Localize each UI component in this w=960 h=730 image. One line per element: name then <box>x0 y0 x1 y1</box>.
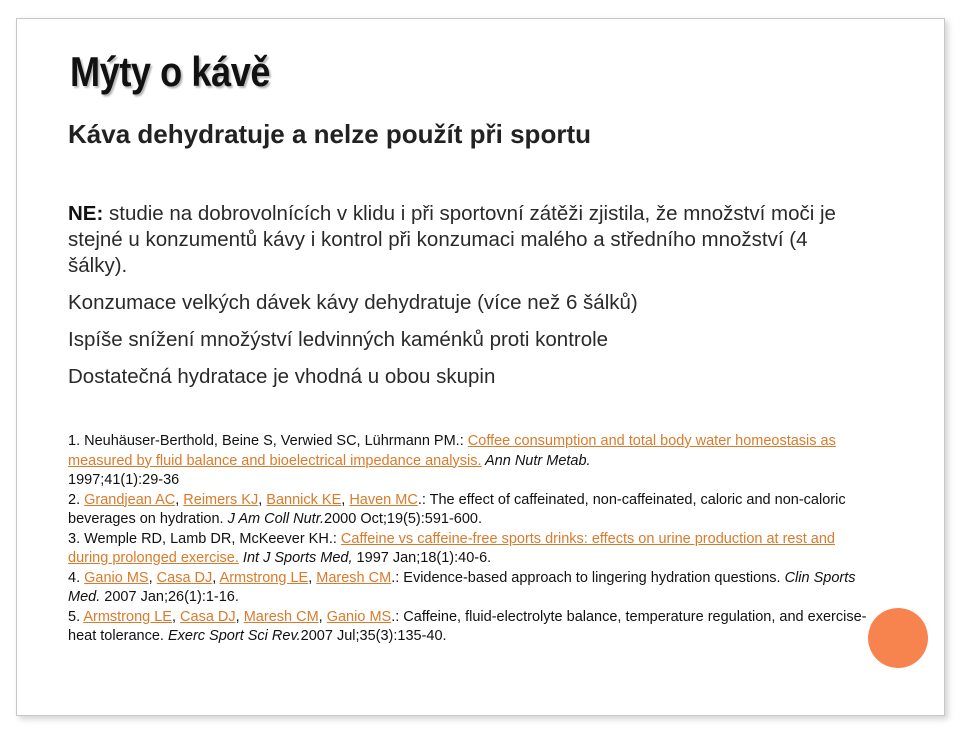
para1-text: studie na dobrovolnících v klidu i při sportovní zátěži zjistila, že množství moči je stejné u konzumentů kávy i kontrol při konzumaci malého a středního množství (4 šálky). <box>68 202 836 277</box>
ref1-journal: Ann Nutr Metab. <box>481 452 591 469</box>
ref5-author-1-link[interactable]: Armstrong LE <box>83 608 172 625</box>
reference-4 <box>68 569 868 608</box>
ref5-sep-3: , <box>318 608 327 625</box>
ref4-sep-1: , <box>148 569 157 586</box>
reference-3 <box>68 530 868 569</box>
ref3-authors: Wemple RD, Lamb DR, McKeever KH. <box>84 530 333 547</box>
paragraph-3: Ispíše snížení množýství ledvinných kaménků proti kontrole <box>68 328 609 351</box>
ref5-author-3-link[interactable]: Maresh CM <box>243 608 319 625</box>
slide-body <box>68 201 868 390</box>
ref1-num: 1. <box>68 433 85 449</box>
reference-list <box>68 432 868 647</box>
ref4-sep-2: , <box>212 569 220 586</box>
reference-1 <box>68 432 868 491</box>
reference-5 <box>68 608 868 647</box>
ref1-title-link[interactable]: Coffee consumption and total body water homeostasis as measured by fluid balance and bioelectrical impedance analysis. <box>68 433 836 469</box>
ref4-rest: 2007 Jan;26(1):1-16. <box>100 589 239 605</box>
ref4-author-4-link[interactable]: Maresh CM <box>316 569 392 586</box>
ref1-authors: Neuhäuser-Berthold, Beine S, Verwied SC, Lührmann PM. <box>84 433 460 449</box>
ref5-author-4-link[interactable]: Ganio MS <box>326 608 392 625</box>
para1-lead: NE: <box>68 202 104 225</box>
ref5-num: 5. <box>68 608 84 625</box>
ref2-author-2-link[interactable]: Reimers KJ <box>183 491 259 508</box>
decorative-circle <box>868 608 928 668</box>
ref5-rest: 2007 Jul;35(3):135-40. <box>300 628 447 644</box>
ref5-journal: Exerc Sport Sci Rev. <box>167 628 301 644</box>
ref1-sep: : <box>459 433 468 449</box>
ref5-after: .: Caffeine, fluid-electrolyte balance, temperature regulation, and exercise-heat tolerance. <box>68 608 867 644</box>
ref5-author-2-link[interactable]: Casa DJ <box>180 608 236 625</box>
slide-subtitle: Káva dehydratuje a nelze použít při sportu <box>68 119 591 149</box>
ref5-sep-2: , <box>235 608 244 625</box>
ref2-rest: 2000 Oct;19(5):591-600. <box>324 511 483 527</box>
ref5-sep-1: , <box>171 608 181 625</box>
ref3-rest: 1997 Jan;18(1):40-6. <box>352 550 492 566</box>
reference-2 <box>68 491 868 530</box>
ref3-journal: Int J Sports Med, <box>238 550 353 566</box>
ref4-author-1-link[interactable]: Ganio MS <box>84 569 149 586</box>
ref2-num: 2. <box>68 491 85 508</box>
ref2-author-1-link[interactable]: Grandjean AC <box>84 491 176 508</box>
ref2-author-3-link[interactable]: Bannick KE <box>266 491 342 508</box>
ref2-sep-2: , <box>258 491 267 508</box>
ref3-sep: : <box>332 530 341 547</box>
ref2-sep-1: , <box>175 491 184 508</box>
ref4-author-2-link[interactable]: Casa DJ <box>156 569 213 586</box>
ref2-journal: J Am Coll Nutr. <box>227 511 325 527</box>
ref4-sep-3: , <box>308 569 317 586</box>
ref2-sep-3: , <box>341 491 350 508</box>
ref3-num: 3. <box>68 530 85 547</box>
paragraph-4: Dostatečná hydratace je vhodná u obou skupin <box>68 365 496 388</box>
ref3-title-link[interactable]: Caffeine vs caffeine-free sports drinks: effects on urine production at rest and during prolonged exercise. <box>68 530 835 566</box>
paragraph-1 <box>68 201 868 279</box>
ref4-author-3-link[interactable]: Armstrong LE <box>219 569 309 586</box>
ref4-journal: Clin Sports Med. <box>68 569 856 605</box>
ref2-after: .: The effect of caffeinated, non-caffeinated, caloric and non-caloric beverages on hydration. <box>68 491 846 527</box>
slide-title: Mýty o kávě <box>70 48 271 95</box>
ref2-author-4-link[interactable]: Haven MC <box>349 491 418 508</box>
paragraph-2: Konzumace velkých dávek kávy dehydratuje (více než 6 šálků) <box>68 291 638 314</box>
ref4-after: .: Evidence-based approach to lingering hydration questions. <box>391 569 785 586</box>
ref4-num: 4. <box>68 569 85 586</box>
ref1-rest: 1997;41(1):29-36 <box>68 472 180 488</box>
